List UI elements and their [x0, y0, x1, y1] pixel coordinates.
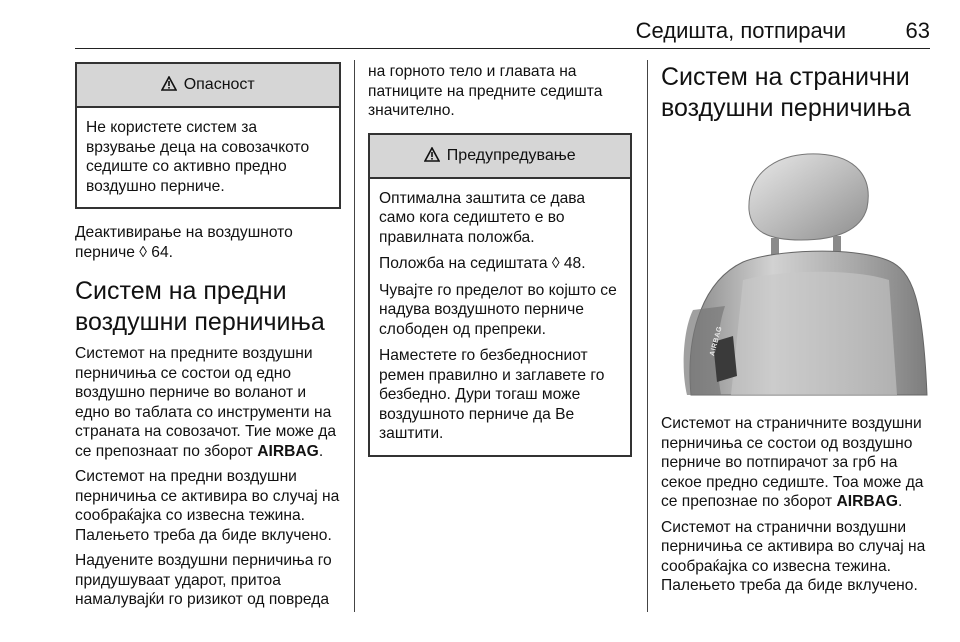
column-3 [661, 62, 930, 602]
deactivation-reference: Деактивирање на воздушното перниче ◊ 64. [75, 224, 293, 261]
danger-box-header [77, 64, 339, 108]
warning-box-title: Предупредување [446, 146, 576, 164]
airbag-word: AIRBAG [836, 493, 899, 510]
warning-box [368, 133, 632, 457]
front-airbag-paragraph-1 [75, 344, 341, 461]
side-airbag-paragraph-1-text: Системот на страничните воздушни перничиња се состои од воздушно перниче во потпирачот за грб на секое предно седиште. Тоа може да се препознае по зборот [661, 415, 924, 510]
seat-backrest-illustration [661, 130, 930, 400]
front-airbag-paragraph-3: Надуените воздушни перничиња го придушуваат ударот, притоа намалувајќи го ризикот од повреда [75, 552, 332, 608]
column-divider-1 [354, 60, 355, 612]
warning-box-body [370, 179, 630, 455]
page-number: 63 [905, 18, 930, 43]
warning-box-paragraph-4: Наместете го безбедносниот ремен правилно и заглавете го безбедно. Дури тогаш може воздушното перниче да Ве заштити. [379, 347, 605, 442]
side-airbag-paragraph-1 [661, 414, 930, 512]
danger-box-title: Опасност [183, 76, 255, 93]
front-airbag-paragraph-1-text: Системот на предните воздушни перничиња се состои од едно воздушно перниче во воланот и едно во таблата со инструменти на страната на совозачот. Тие може да се препознаат по зборот [75, 345, 337, 460]
column-1 [75, 62, 341, 616]
warning-box-header [370, 135, 630, 179]
side-airbag-heading: Систем на странични воздушни перничиња [661, 63, 911, 122]
airbag-word: AIRBAG [257, 442, 319, 460]
header-rule [75, 48, 930, 49]
warning-box-paragraph-3: Чувајте го пределот во којшто се надува воздушното перниче слободен од препреки. [379, 281, 617, 338]
side-airbag-paragraph-2: Системот на странични воздушни перничиња се активира во случај на сообраќајка со извесна тежина. Палењето треба да биде вклучено. [661, 518, 926, 594]
warning-triangle-icon [424, 147, 440, 162]
danger-box-text: Не користете систем за врзување деца на совозачкото седиште со активно предно воздушно перниче. [86, 119, 310, 195]
danger-box [75, 62, 341, 209]
warning-triangle-icon [161, 76, 177, 91]
warning-box-paragraph-1: Оптимална заштита се дава само кога седиштето е во правилната положба. [379, 189, 586, 246]
warning-box-paragraph-2: Положба на седиштата ◊ 48. [379, 255, 586, 272]
front-airbag-paragraph-1-end: . [318, 442, 324, 460]
page-header [0, 10, 930, 50]
front-airbag-paragraph-2: Системот на предни воздушни перничиња се активира во случај на сообраќајка со извесна тежина. Палењето треба да биде вклучено. [75, 468, 340, 544]
header-title: Седишта, потпирачи [635, 18, 846, 43]
front-airbag-heading: Систем на предни воздушни перничиња [75, 277, 325, 336]
seat-airbag-figure [661, 130, 930, 400]
continued-paragraph: на горното тело и главата на патниците на предните седишта значително. [368, 63, 603, 119]
danger-box-body [77, 108, 339, 207]
figure-airbag-label: AIRBAG [709, 325, 724, 357]
column-2 [368, 62, 632, 471]
side-airbag-paragraph-1-end: . [898, 493, 903, 510]
column-divider-2 [647, 60, 648, 612]
